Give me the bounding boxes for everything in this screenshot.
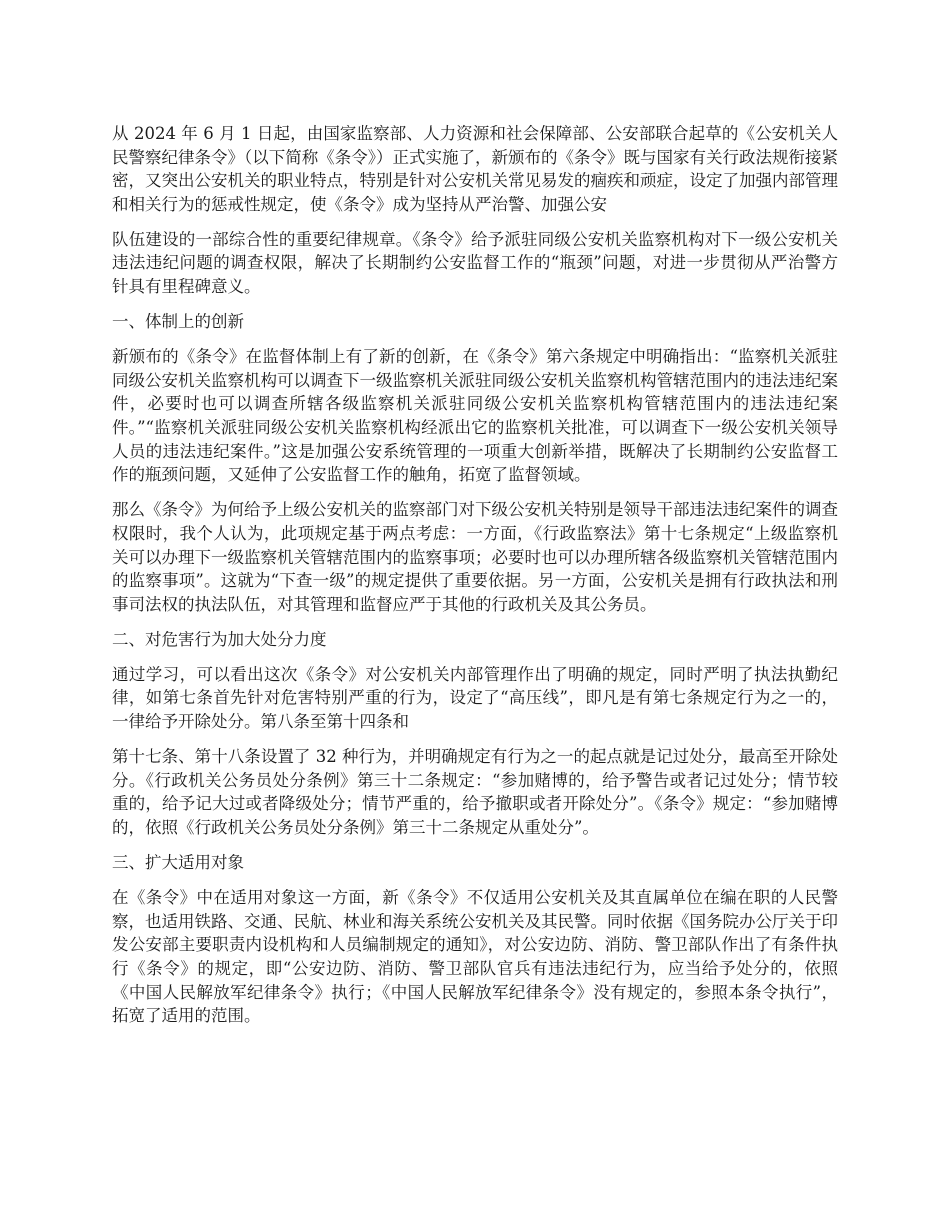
section-heading-3: 三、扩大适用对象 [112,853,244,873]
document-body [112,122,838,1039]
paragraph-section1-1: 新颁布的《条令》在监督体制上有了新的创新，在《条令》第六条规定中明确指出：“监察机关派驻同级公安机关监察机构可以调查下一级监察机关派驻同级公安机关监察机构管辖范围内的违法违纪案件，必要时也可以调查所辖各级监察机关派驻同级公安机关监察机构管辖范围内的违法违纪案件。”“监察机关派驻同级公安机关监察机构经派出它的监察机关批准，可以调查下一级公安机关领导人员的违法违纪案件。”这是加强公安系统管理的一项重大创新举措，既解决了长期制约公安监督工作的瓶颈问题，又延伸了公安监督工作的触角，拓宽了监督领域。 [112,347,838,485]
section-heading-1: 一、体制上的创新 [112,312,244,332]
section-heading-2: 二、对危害行为加大处分力度 [112,629,327,649]
paragraph-section2-1: 通过学习，可以看出这次《条令》对公安机关内部管理作出了明确的规定，同时严明了执法执勤纪律，如第七条首先针对危害特别严重的行为，设定了“高压线”，即凡是有第七条规定行为之一的，一律给予开除处分。第八条至第十四条和 [112,664,838,732]
paragraph-section1-2: 那么《条令》为何给予上级公安机关的监察部门对下级公安机关特别是领导干部违法违纪案件的调查权限时，我个人认为，此项规定基于两点考虑：一方面，《行政监察法》第十七条规定“上级监察机关可以办理下一级监察机关管辖范围内的监察事项；必要时也可以办理所辖各级监察机关管辖范围内的监察事项”。这就为“下查一级”的规定提供了重要依据。另一方面，公安机关是拥有行政执法和刑事司法权的执法队伍，对其管理和监督应严于其他的行政机关及其公务员。 [112,500,838,614]
paragraph-intro-2: 队伍建设的一部综合性的重要纪律规章。《条令》给予派驻同级公安机关监察机构对下一级公安机关违法违纪问题的调查权限，解决了长期制约公安监督工作的“瓶颈”问题，对进一步贯彻从严治警方针具有里程碑意义。 [112,229,838,297]
paragraph-section2-2: 第十七条、第十八条设置了 32 种行为，并明确规定有行为之一的起点就是记过处分，最高至开除处分。《行政机关公务员处分条例》第三十二条规定：“参加赌博的，给予警告或者记过处分；情节较重的，给予记大过或者降级处分；情节严重的，给予撤职或者开除处分”。《条令》规定：“参加赌博的，依照《行政机关公务员处分条例》第三十二条规定从重处分”。 [112,747,838,837]
paragraph-intro-1: 从 2024 年 6 月 1 日起，由国家监察部、人力资源和社会保障部、公安部联合起草的《公安机关人民警察纪律条令》（以下简称《条令》）正式实施了，新颁布的《条令》既与国家有关行政法规衔接紧密，又突出公安机关的职业特点，特别是针对公安机关常见易发的痼疾和顽症，设定了加强内部管理和相关行为的惩戒性规定，使《条令》成为坚持从严治警、加强公安 [112,124,838,214]
paragraph-section3-1: 在《条令》中在适用对象这一方面，新《条令》不仅适用公安机关及其直属单位在编在职的人民警察，也适用铁路、交通、民航、林业和海关系统公安机关及其民警。同时依据《国务院办公厅关于印发公安部主要职责内设机构和人员编制规定的通知》，对公安边防、消防、警卫部队作出了有条件执行《条令》的规定，即“公安边防、消防、警卫部队官兵有违法违纪行为，应当给予处分的，依照《中国人民解放军纪律条令》执行；《中国人民解放军纪律条令》没有规定的，参照本条令执行”，拓宽了适用的范围。 [112,888,838,1026]
